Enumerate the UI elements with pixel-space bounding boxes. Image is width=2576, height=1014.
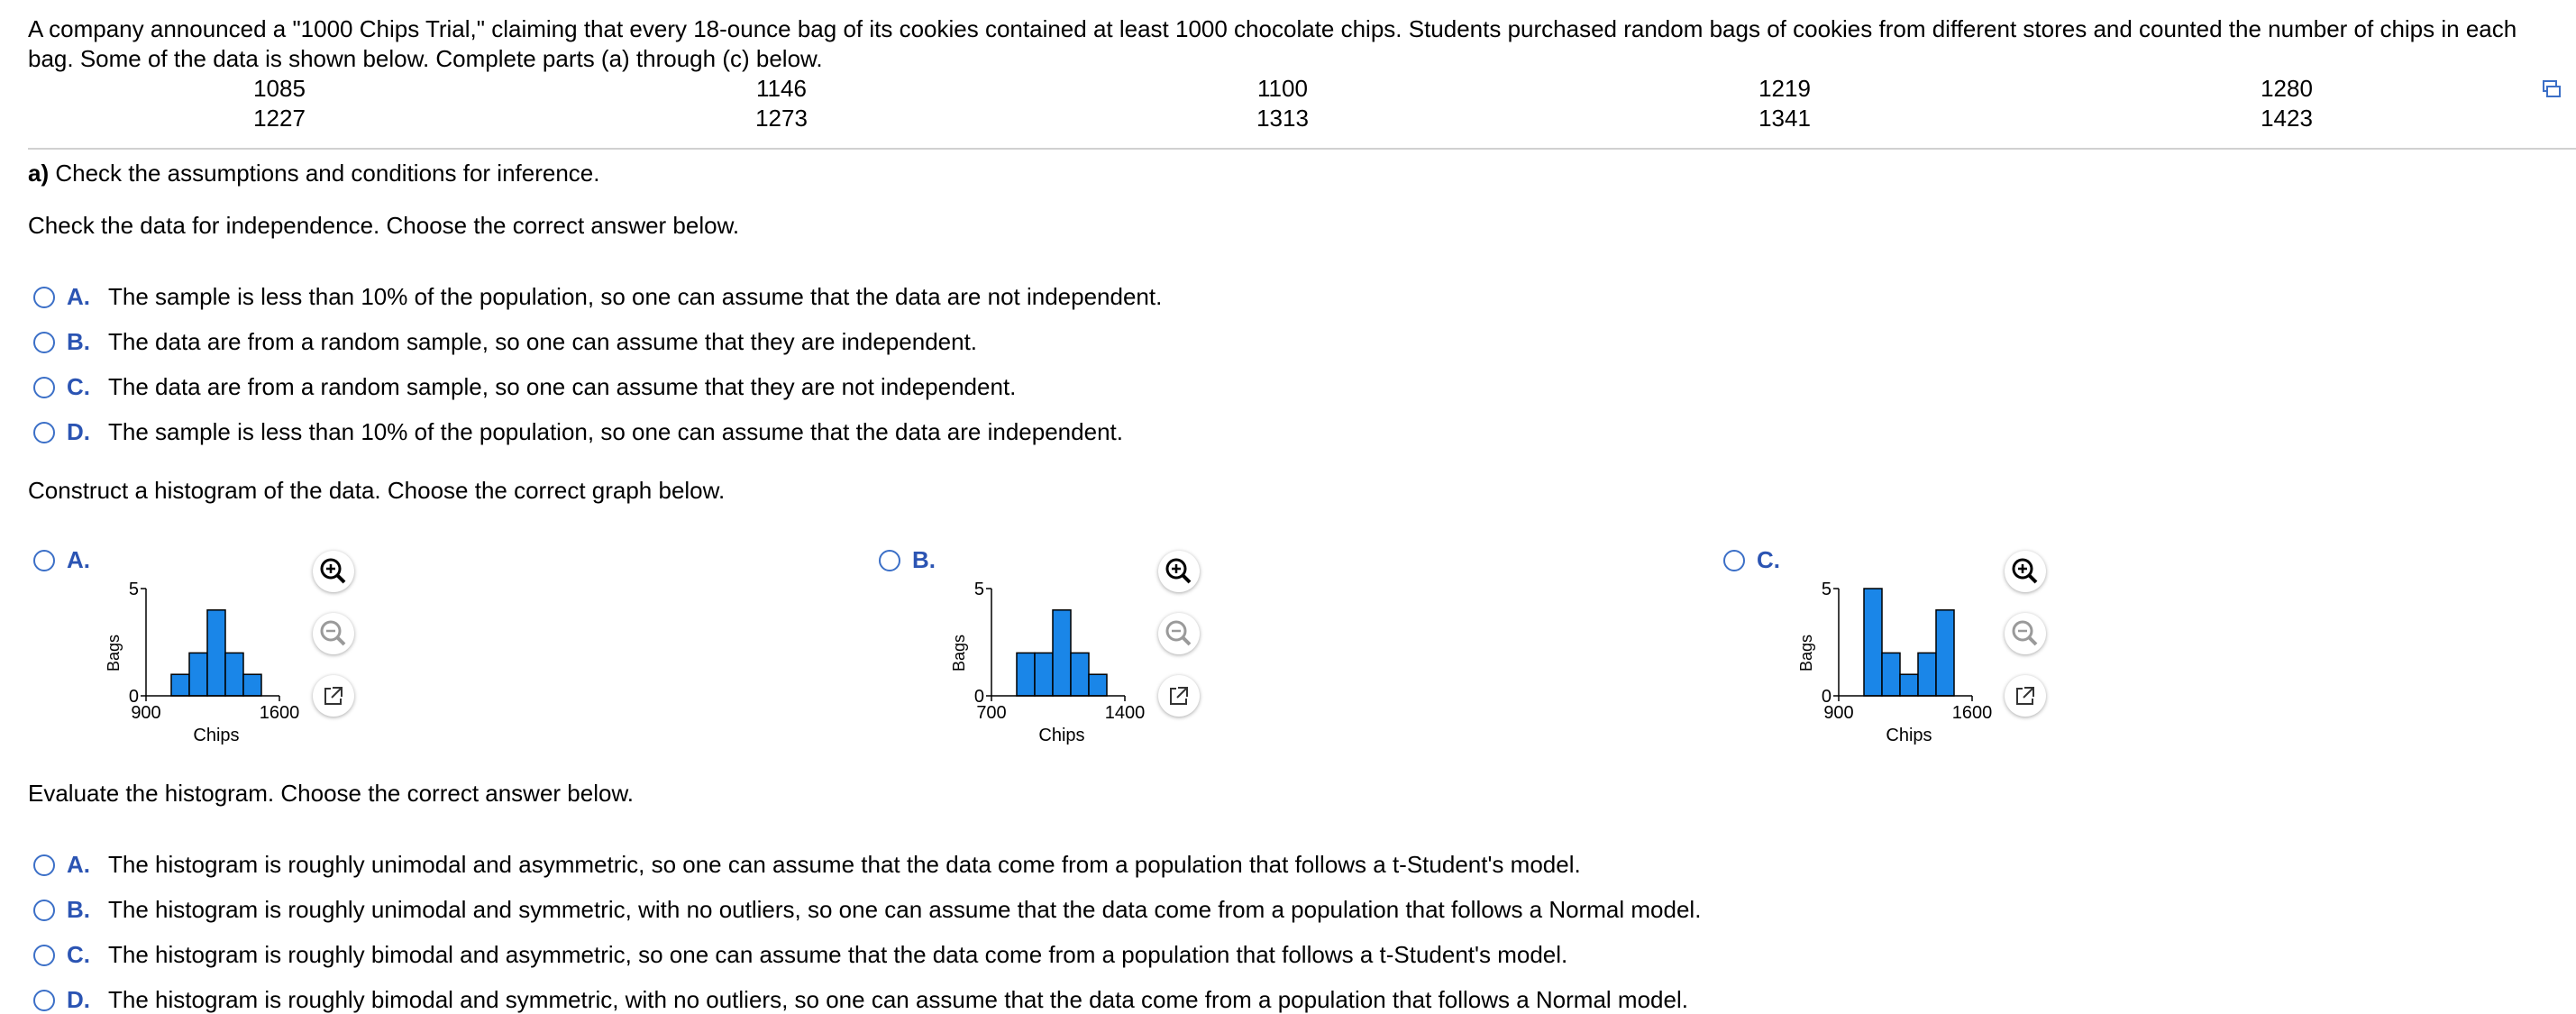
x-axis-label: Chips	[1038, 726, 1085, 745]
option-text: The histogram is roughly unimodal and symmetric, with no outliers, so one can assume that the data come from a population that follows a Normal model.	[108, 896, 1702, 923]
zoom-in-icon	[1158, 551, 1200, 592]
radio-button[interactable]	[879, 550, 900, 571]
copy-icon[interactable]	[2542, 78, 2562, 100]
x-tick-label: 1600	[1951, 703, 1993, 723]
data-cell: 1227	[253, 105, 306, 132]
popout-button[interactable]	[313, 675, 354, 717]
zoom-in-icon	[2005, 551, 2046, 592]
popout-icon	[2005, 675, 2046, 717]
option-text: The histogram is roughly bimodal and symmetric, with no outliers, so one can assume that the data come from a population that follows a Normal model.	[108, 986, 1688, 1013]
data-cell: 1100	[1257, 75, 1308, 102]
zoom-out-icon	[313, 613, 354, 654]
histogram-bar	[171, 674, 189, 696]
histogram-bar	[1900, 674, 1918, 696]
x-tick-label: 1400	[1104, 703, 1146, 723]
histogram-bar	[1089, 674, 1107, 696]
option-letter: A.	[67, 851, 90, 878]
histogram-bar	[225, 653, 243, 696]
option-letter: B.	[912, 546, 936, 573]
histogram-bar	[1864, 589, 1882, 696]
histogram-bar	[243, 674, 261, 696]
histogram-bar	[207, 610, 225, 696]
part-a-label: a)	[28, 160, 50, 187]
data-cell: 1423	[2261, 105, 2313, 132]
y-tick-label: 5	[1821, 580, 1832, 599]
y-tick-label: 0	[973, 687, 984, 707]
y-tick-label: 0	[1821, 687, 1832, 707]
part-a-heading	[28, 160, 599, 187]
histogram-bar	[189, 653, 207, 696]
zoom-out-icon	[1158, 613, 1200, 654]
histogram-bar	[1918, 653, 1936, 696]
histogram-b	[945, 568, 1152, 748]
y-axis-label: Bags	[1797, 634, 1815, 672]
popout-icon	[1158, 675, 1200, 717]
zoom-out-button[interactable]	[2005, 613, 2046, 654]
option-text: The sample is less than 10% of the population, so one can assume that the data are not independent.	[108, 283, 1163, 310]
option-letter: D.	[67, 418, 90, 445]
option-letter: A.	[67, 546, 90, 573]
popout-icon	[313, 675, 354, 717]
divider	[28, 148, 2576, 150]
y-axis-label: Bags	[950, 634, 968, 672]
option-letter: C.	[67, 373, 90, 400]
option-letter: D.	[67, 986, 90, 1013]
option-text: The sample is less than 10% of the population, so one can assume that the data are independent.	[108, 418, 1123, 445]
option-text: The histogram is roughly bimodal and asymmetric, so one can assume that the data come from a population that follows a t-Student's model.	[108, 941, 1568, 968]
x-axis-label: Chips	[193, 726, 240, 745]
question-evaluate-prompt: Evaluate the histogram. Choose the correct answer below.	[28, 780, 635, 807]
option-text: The data are from a random sample, so one can assume that they are not independent.	[108, 373, 1017, 400]
histogram-bar	[1071, 653, 1089, 696]
x-tick-label: 900	[1823, 703, 1854, 723]
zoom-out-button[interactable]	[1158, 613, 1200, 654]
histogram-bar	[1936, 610, 1954, 696]
zoom-out-icon	[2005, 613, 2046, 654]
radio-button[interactable]	[33, 332, 55, 353]
zoom-in-icon	[313, 551, 354, 592]
data-cell: 1341	[1758, 105, 1811, 132]
data-cell: 1313	[1256, 105, 1309, 132]
zoom-out-button[interactable]	[313, 613, 354, 654]
y-tick-label: 5	[128, 580, 139, 599]
question-independence-prompt: Check the data for independence. Choose the correct answer below.	[28, 212, 740, 239]
radio-button[interactable]	[33, 900, 55, 921]
data-cell: 1085	[253, 75, 306, 102]
histogram-a	[99, 568, 306, 748]
option-letter: A.	[67, 283, 90, 310]
problem-statement: A company announced a "1000 Chips Trial," claiming that every 18-ounce bag of its cookies contained at least 1000 chocolate chips. Students purchased random bags of cookies from different stores and counted the number of chips in each bag. Some of the data is shown below. Complete parts (a) through (c) below.	[28, 15, 2517, 72]
radio-button[interactable]	[33, 550, 55, 571]
part-a-text: Check the assumptions and conditions for inference.	[55, 160, 600, 187]
data-cell: 1273	[755, 105, 808, 132]
option-letter: C.	[1757, 546, 1780, 573]
question-histogram-prompt: Construct a histogram of the data. Choose the correct graph below.	[28, 477, 726, 504]
zoom-in-button[interactable]	[2005, 551, 2046, 592]
x-tick-label: 1600	[259, 703, 300, 723]
data-cell: 1280	[2261, 75, 2313, 102]
option-text: The histogram is roughly unimodal and asymmetric, so one can assume that the data come from a population that follows a t-Student's model.	[108, 851, 1581, 878]
y-tick-label: 0	[128, 687, 139, 707]
x-tick-label: 900	[131, 703, 161, 723]
histogram-bar	[1017, 653, 1035, 696]
option-text: The data are from a random sample, so one can assume that they are independent.	[108, 328, 978, 355]
data-cell: 1219	[1758, 75, 1811, 102]
popout-button[interactable]	[2005, 675, 2046, 717]
y-tick-label: 5	[973, 580, 984, 599]
y-axis-label: Bags	[105, 634, 123, 672]
option-letter: B.	[67, 328, 90, 355]
histogram-bar	[1882, 653, 1900, 696]
histogram-bar	[1035, 653, 1053, 696]
radio-button[interactable]	[33, 945, 55, 966]
option-letter: C.	[67, 941, 90, 968]
zoom-in-button[interactable]	[1158, 551, 1200, 592]
option-letter: B.	[67, 896, 90, 923]
radio-button[interactable]	[1723, 550, 1745, 571]
data-cell: 1146	[756, 75, 807, 102]
radio-button[interactable]	[33, 287, 55, 308]
radio-button[interactable]	[33, 377, 55, 398]
x-axis-label: Chips	[1886, 726, 1932, 745]
histogram-c	[1792, 568, 1999, 748]
zoom-in-button[interactable]	[313, 551, 354, 592]
radio-button[interactable]	[33, 854, 55, 876]
radio-button[interactable]	[33, 422, 55, 443]
radio-button[interactable]	[33, 990, 55, 1011]
histogram-bar	[1053, 610, 1071, 696]
x-tick-label: 700	[976, 703, 1007, 723]
popout-button[interactable]	[1158, 675, 1200, 717]
